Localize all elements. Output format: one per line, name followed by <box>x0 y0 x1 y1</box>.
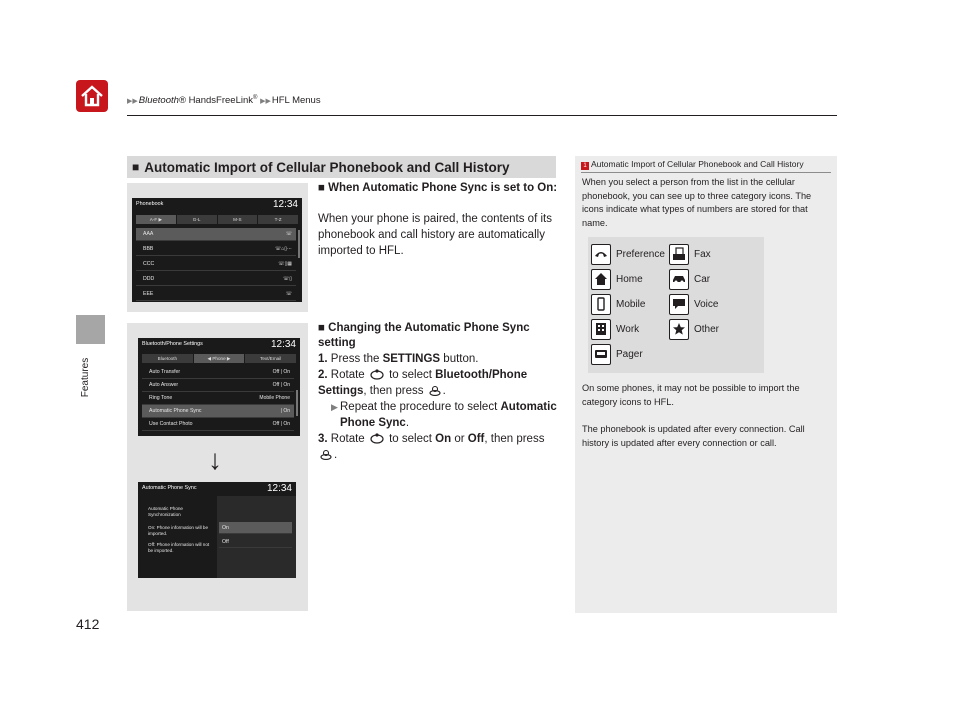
setting-use-contact-photo[interactable]: Use Contact Photo Off | On <box>142 418 294 431</box>
arrow-bullet-icon: ▶ <box>331 402 338 412</box>
speech-bubble-icon <box>669 294 689 315</box>
legend-voice: Voice <box>669 293 718 315</box>
legend-car: Car <box>669 268 710 290</box>
note-divider <box>581 172 831 173</box>
legend-pager: Pager <box>591 343 643 365</box>
building-icon <box>591 319 611 340</box>
legend-other: Other <box>669 318 719 340</box>
press-knob-icon <box>320 448 332 460</box>
note-paragraph-2: On some phones, it may not be possible to import the category icons to HFL. <box>582 383 800 407</box>
selector-knob-icon <box>370 368 384 380</box>
star-icon <box>669 319 689 340</box>
car-icon <box>669 269 689 290</box>
automatic-phone-sync-screen <box>138 482 296 578</box>
fax-icon <box>669 244 689 265</box>
home-button[interactable] <box>76 80 108 112</box>
category-icons: ☏▯ <box>282 276 292 282</box>
note-paragraph-1: When you select a person from the list in the cellular phonebook, you can see up to three category icons. The icons indicate what types of numbers are stored for that name. <box>582 177 812 228</box>
screen-clock: 12:34 <box>270 339 296 350</box>
breadcrumb: ▶▶Bluetooth® HandsFreeLink® ▶▶HFL Menus <box>127 95 321 107</box>
list-item[interactable]: CCC ☏▯▦ <box>136 258 296 271</box>
screen-title: Phonebook <box>136 201 164 207</box>
paragraph-auto-sync-on: When your phone is paired, the contents of its phonebook and call history are automatically imported to HFL. <box>318 213 552 257</box>
features-tab-marker[interactable] <box>76 315 105 344</box>
press-knob-icon <box>429 384 441 396</box>
scrollbar[interactable] <box>296 390 298 416</box>
step-2-substep: ▶ Repeat the procedure to select Automatic Phone Sync. <box>331 401 557 429</box>
list-item[interactable]: EEE ☏ <box>136 288 296 301</box>
phone-icon: ☏ <box>285 291 292 297</box>
step-2: 2. Rotate to select Bluetooth/Phone Settings, then press . <box>318 369 528 397</box>
settings-tabs <box>142 354 296 363</box>
note-paragraph-3: The phonebook is updated after every connection. Call history is updated after every connection or call. <box>582 424 805 448</box>
legend-fax: Fax <box>669 243 711 265</box>
category-icons: ☏⌂▯⋯ <box>274 246 292 252</box>
legend-mobile: Mobile <box>591 293 645 315</box>
breadcrumb-hfl-menus[interactable]: HFL Menus <box>271 95 321 107</box>
list-item[interactable]: BBB ☏⌂▯⋯ <box>136 243 296 256</box>
home-icon <box>80 85 104 107</box>
list-item[interactable]: AAA ☏ <box>136 228 296 241</box>
phonebook-screen <box>132 198 302 302</box>
subheading-changing-setting: ■ Changing the Automatic Phone Sync setting <box>318 322 530 349</box>
house-icon <box>591 269 611 290</box>
screen-title: Automatic Phone Sync <box>142 485 197 491</box>
down-arrow-icon: ↓ <box>208 444 222 475</box>
setting-auto-transfer[interactable]: Auto Transfer Off | On <box>142 366 294 379</box>
section-title: ■ Automatic Import of Cellular Phonebook and Call History <box>127 156 556 178</box>
tab-text-email[interactable]: Text/Email <box>245 354 296 363</box>
option-on[interactable]: On <box>219 522 292 534</box>
list-item[interactable]: DDD ☏▯ <box>136 273 296 286</box>
mobile-phone-icon <box>591 294 611 315</box>
setting-ring-tone[interactable]: Ring Tone Mobile Phone <box>142 392 294 405</box>
legend-work: Work <box>591 318 639 340</box>
option-off[interactable]: Off <box>219 536 292 548</box>
tab-a-f[interactable]: A-F ▶ <box>136 215 176 224</box>
tab-bluetooth[interactable]: Bluetooth <box>142 354 193 363</box>
screen-clock: 12:34 <box>272 199 298 210</box>
pager-icon <box>591 344 611 365</box>
square-bullet-icon: ■ <box>132 160 140 174</box>
tab-m-s[interactable]: M-S <box>218 215 258 224</box>
screen-title: Bluetooth/Phone Settings <box>142 341 203 347</box>
category-icons: ☏▯▦ <box>278 261 292 267</box>
tab-t-z[interactable]: T-Z <box>258 215 298 224</box>
sync-description: Automatic Phone Synchronization On: Phone information will be imported. Off: Phone information will not be imported. <box>148 506 210 553</box>
selector-knob-icon <box>370 432 384 444</box>
phone-icon: ☏ <box>285 231 292 237</box>
step-1: 1. Press the SETTINGS button. <box>318 353 479 365</box>
tab-phone[interactable]: ◀ Phone ▶ <box>194 354 245 363</box>
legend-preference: Preference <box>591 243 665 265</box>
phone-handset-icon <box>591 244 611 265</box>
screen-clock: 12:34 <box>266 483 292 494</box>
header-divider <box>127 115 837 116</box>
legend-home: Home <box>591 268 643 290</box>
step-3: 3. Rotate to select On or Off, then press . <box>318 433 545 461</box>
page-number: 412 <box>76 616 100 632</box>
phonebook-tabs <box>136 215 298 224</box>
scrollbar[interactable] <box>298 230 300 258</box>
sidebar-label: Features <box>80 357 92 398</box>
tab-g-l[interactable]: G-L <box>177 215 217 224</box>
breadcrumb-bluetooth[interactable]: Bluetooth® HandsFreeLink® <box>138 95 258 107</box>
setting-automatic-phone-sync[interactable]: Automatic Phone Sync | On <box>142 405 294 418</box>
note-title: 1 Automatic Import of Cellular Phonebook and Call History <box>581 159 804 170</box>
bluetooth-phone-settings-screen <box>138 338 300 436</box>
subheading-auto-sync-on: ■ When Automatic Phone Sync is set to On: <box>318 182 558 194</box>
setting-auto-answer[interactable]: Auto Answer Off | On <box>142 379 294 392</box>
